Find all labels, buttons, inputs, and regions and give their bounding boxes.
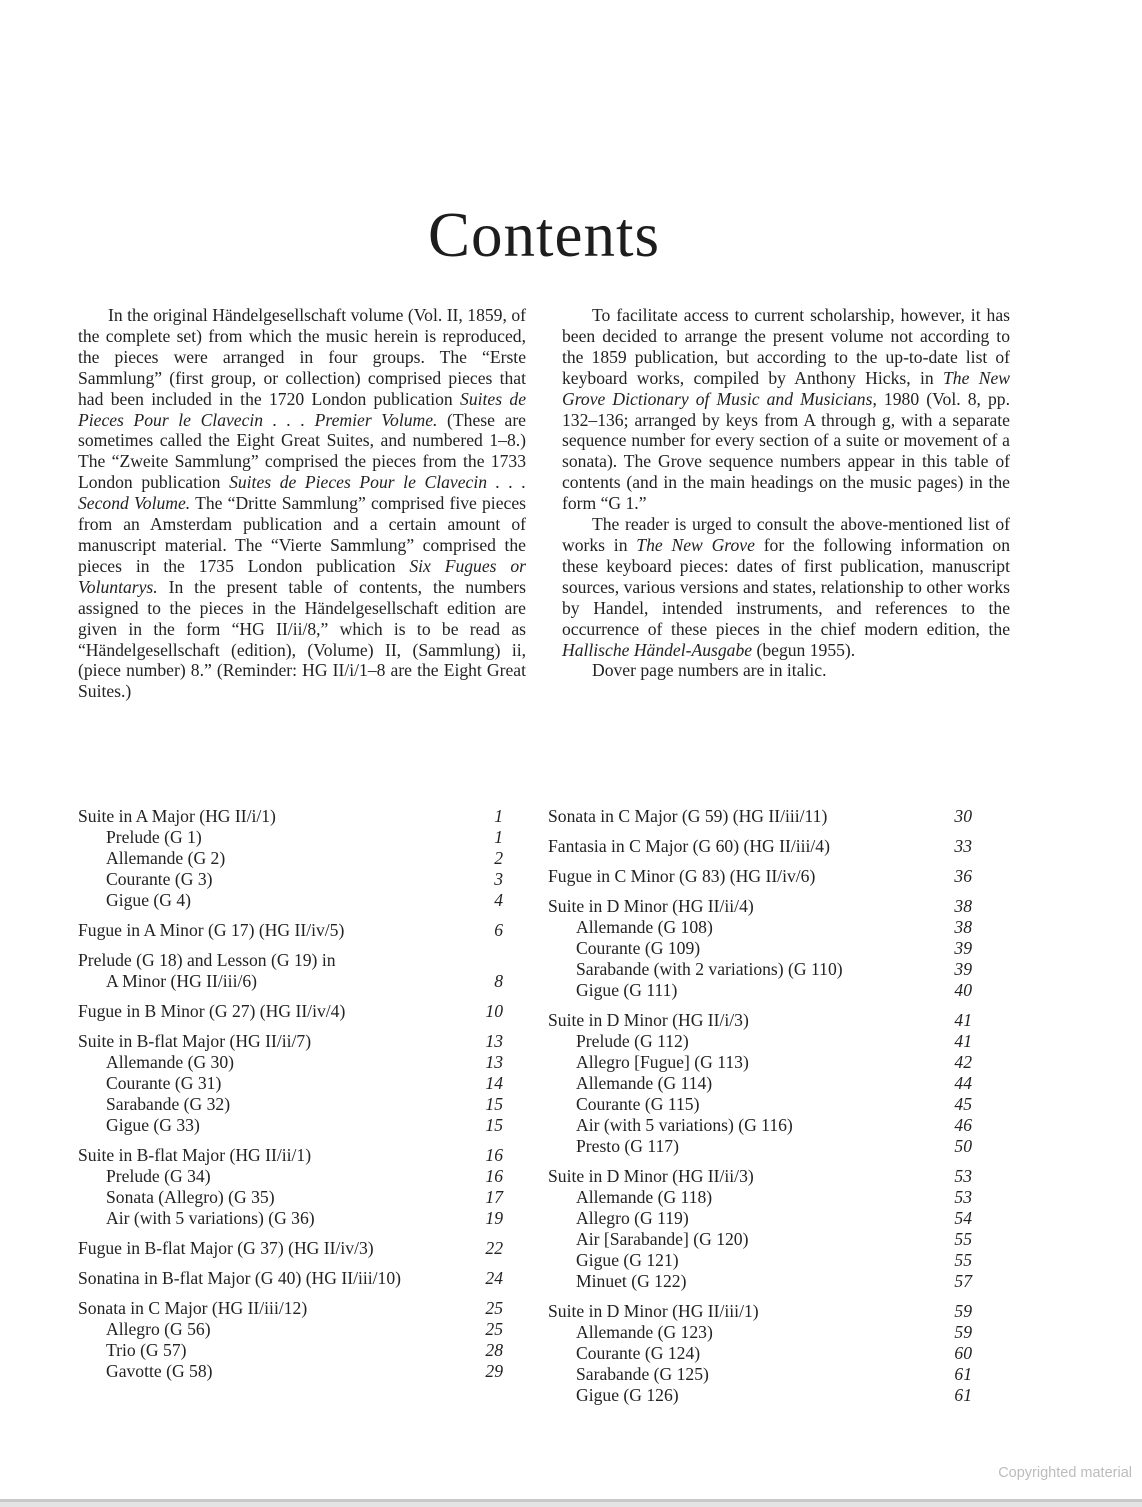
toc-page-number: 46 bbox=[954, 1115, 972, 1135]
toc-page-number: 57 bbox=[954, 1271, 972, 1291]
toc-page-number: 53 bbox=[954, 1166, 972, 1186]
toc-page-number: 61 bbox=[954, 1364, 972, 1384]
toc-entry-label: Sonata in C Major (HG II/iii/12) bbox=[78, 1298, 308, 1318]
toc-page-number: 55 bbox=[954, 1229, 972, 1249]
toc-block bbox=[548, 806, 972, 827]
toc-page-number: 42 bbox=[954, 1052, 972, 1072]
toc-page-number: 15 bbox=[485, 1094, 503, 1114]
toc-row bbox=[78, 1166, 503, 1187]
toc-row bbox=[548, 980, 972, 1001]
toc-entry-label: Fugue in A Minor (G 17) (HG II/iv/5) bbox=[78, 920, 345, 940]
toc-row bbox=[78, 1001, 503, 1022]
intro-column-left bbox=[78, 305, 526, 702]
toc-row bbox=[548, 1136, 972, 1157]
toc-entry-label: Allemande (G 2) bbox=[106, 848, 226, 868]
intro-paragraph bbox=[562, 660, 1010, 681]
toc-page-number: 16 bbox=[485, 1166, 503, 1186]
toc-row bbox=[78, 1115, 503, 1136]
toc-page-number: 16 bbox=[485, 1145, 503, 1165]
body-text: for the following information on these keyboard pieces: dates of first publication, manuscript sources, various versions and states, relationship to other works by Handel, intended instruments, and references to the occurrence of these pieces in the chief modern edition, the bbox=[562, 534, 1010, 639]
toc-row bbox=[78, 1361, 503, 1382]
toc-page-number: 41 bbox=[954, 1010, 972, 1030]
toc-row bbox=[548, 959, 972, 980]
toc-entry-label: Gigue (G 111) bbox=[576, 980, 678, 1000]
toc-page-number: 17 bbox=[485, 1187, 503, 1207]
toc-entry-label: Suite in A Major (HG II/i/1) bbox=[78, 806, 276, 826]
toc-entry-label: Courante (G 31) bbox=[106, 1073, 222, 1093]
toc-entry-label: Sonatina in B-flat Major (G 40) (HG II/iii/10) bbox=[78, 1268, 401, 1288]
body-text: In the original Händelgesellschaft volume (Vol. II, 1859, of the complete set) from which the music herein is reproduced, the pieces were arranged in four groups. The “Erste Sammlung” (first group, or collection) comprised pieces that had been included in the 1720 London publication bbox=[78, 305, 526, 409]
page-title: Contents bbox=[427, 200, 660, 270]
toc-row bbox=[548, 1271, 972, 1292]
toc-page-number: 3 bbox=[494, 869, 503, 889]
toc-row bbox=[78, 971, 503, 992]
toc-block bbox=[78, 1031, 503, 1136]
toc-entry-label: Prelude (G 1) bbox=[106, 827, 202, 847]
toc-entry-label: Allemande (G 30) bbox=[106, 1052, 235, 1072]
toc-block bbox=[78, 1001, 503, 1022]
body-text: Dover page numbers are in italic. bbox=[592, 660, 827, 681]
toc-entry-label: Prelude (G 34) bbox=[106, 1166, 211, 1186]
toc-row bbox=[78, 1298, 503, 1319]
toc-page-number: 59 bbox=[954, 1301, 972, 1321]
toc-page-number: 54 bbox=[954, 1208, 972, 1228]
toc-entry-label: Allemande (G 108) bbox=[576, 917, 713, 937]
toc-row bbox=[548, 1322, 972, 1343]
toc-entry-label: Gigue (G 33) bbox=[106, 1115, 200, 1135]
toc-entry-label: Fugue in C Minor (G 83) (HG II/iv/6) bbox=[548, 866, 816, 886]
toc-block bbox=[548, 1166, 972, 1292]
toc-row bbox=[548, 1052, 972, 1073]
toc-entry-label: Sarabande (G 32) bbox=[106, 1094, 231, 1114]
intro-paragraph bbox=[562, 305, 1010, 514]
toc-entry-label: Allemande (G 118) bbox=[576, 1187, 713, 1207]
toc-page-number: 25 bbox=[485, 1298, 503, 1318]
toc-entry-label: Presto (G 117) bbox=[576, 1136, 679, 1156]
toc-row bbox=[548, 836, 972, 857]
toc-entry-label: Fugue in B-flat Major (G 37) (HG II/iv/3) bbox=[78, 1238, 374, 1258]
toc-page-number: 60 bbox=[954, 1343, 972, 1363]
toc-entry-label: Fugue in B Minor (G 27) (HG II/iv/4) bbox=[78, 1001, 346, 1021]
page-bottom-edge bbox=[0, 1499, 1142, 1507]
toc-entry-label: Courante (G 3) bbox=[106, 869, 213, 889]
toc-page-number: 38 bbox=[954, 917, 972, 937]
toc-page-number: 38 bbox=[954, 896, 972, 916]
toc-row bbox=[78, 848, 503, 869]
toc-entry-label: Suite in B-flat Major (HG II/ii/7) bbox=[78, 1031, 312, 1051]
toc-row bbox=[78, 1268, 503, 1289]
toc-row bbox=[78, 869, 503, 890]
toc-entry-label: A Minor (HG II/iii/6) bbox=[106, 971, 257, 991]
toc-page-number: 39 bbox=[954, 938, 972, 958]
toc-page-number: 1 bbox=[494, 806, 503, 826]
italic-text: Suites de Pieces Pour le Clavecin . . . Second Volume. bbox=[78, 472, 526, 514]
body-text: (begun 1955). bbox=[752, 639, 856, 660]
toc-row bbox=[548, 1364, 972, 1385]
toc-block bbox=[78, 920, 503, 941]
toc-page-number: 59 bbox=[954, 1322, 972, 1342]
toc-page-number: 36 bbox=[954, 866, 972, 886]
toc-entry-label: Suite in D Minor (HG II/ii/4) bbox=[548, 896, 754, 916]
toc-entry-label: Courante (G 124) bbox=[576, 1343, 701, 1363]
toc-entry-label: Sarabande (with 2 variations) (G 110) bbox=[576, 959, 843, 979]
toc-row bbox=[78, 950, 503, 971]
toc-entry-label: Air (with 5 variations) (G 116) bbox=[576, 1115, 793, 1135]
toc-page-number: 4 bbox=[494, 890, 503, 910]
toc-row bbox=[548, 1229, 972, 1250]
italic-text: Hallische Händel-Ausgabe bbox=[562, 639, 753, 660]
toc-row bbox=[548, 1166, 972, 1187]
toc-entry-label: Allemande (G 123) bbox=[576, 1322, 713, 1342]
toc-page-number: 53 bbox=[954, 1187, 972, 1207]
toc-page-number: 22 bbox=[485, 1238, 503, 1258]
toc-block bbox=[548, 896, 972, 1001]
toc-row bbox=[548, 1301, 972, 1322]
contents-column-left bbox=[78, 806, 503, 1415]
toc-row bbox=[78, 1145, 503, 1166]
toc-row bbox=[548, 1010, 972, 1031]
toc-page-number: 13 bbox=[485, 1052, 503, 1072]
toc-entry-label: Minuet (G 122) bbox=[576, 1271, 687, 1291]
toc-entry-label: Air (with 5 variations) (G 36) bbox=[106, 1208, 315, 1228]
toc-row bbox=[548, 938, 972, 959]
toc-block bbox=[78, 1145, 503, 1229]
toc-block bbox=[78, 1268, 503, 1289]
body-text: In the present table of contents, the numbers assigned to the pieces in the Händelgesellschaft edition are given in the form “HG II/ii/8,” which is to be read as “Händelgesellschaft (edition), (Volume) II, (Sammlung) ii, (piece number) 8.” (Reminder: HG II/i/1–8 are the Eight Great Suites.) bbox=[78, 576, 526, 702]
toc-entry-label: Suite in D Minor (HG II/iii/1) bbox=[548, 1301, 759, 1321]
toc-page-number: 50 bbox=[954, 1136, 972, 1156]
copyright-watermark: Copyrighted material bbox=[998, 1465, 1132, 1481]
toc-page-number: 40 bbox=[954, 980, 972, 1000]
toc-row bbox=[78, 1340, 503, 1361]
intro-paragraph bbox=[78, 305, 526, 702]
toc-page-number: 6 bbox=[494, 920, 503, 940]
italic-text: Six Fugues or Voluntarys. bbox=[78, 555, 527, 597]
toc-page-number: 33 bbox=[954, 836, 972, 856]
toc-entry-label: Fantasia in C Major (G 60) (HG II/iii/4) bbox=[548, 836, 830, 856]
toc-block bbox=[78, 1298, 503, 1382]
toc-entry-label: Gigue (G 4) bbox=[106, 890, 192, 910]
toc-row bbox=[548, 1094, 972, 1115]
toc-entry-label: Allegro (G 56) bbox=[106, 1319, 211, 1339]
toc-page-number: 29 bbox=[485, 1361, 503, 1381]
toc-entry-label: Allegro (G 119) bbox=[576, 1208, 689, 1228]
toc-entry-label: Sonata in C Major (G 59) (HG II/iii/11) bbox=[548, 806, 828, 826]
toc-page-number: 39 bbox=[954, 959, 972, 979]
toc-entry-label: Suite in D Minor (HG II/ii/3) bbox=[548, 1166, 754, 1186]
toc-block bbox=[548, 1010, 972, 1157]
toc-page-number: 10 bbox=[485, 1001, 503, 1021]
toc-entry-label: Suite in B-flat Major (HG II/ii/1) bbox=[78, 1145, 312, 1165]
toc-row bbox=[78, 1208, 503, 1229]
toc-row bbox=[78, 1238, 503, 1259]
toc-row bbox=[548, 866, 972, 887]
toc-page-number: 8 bbox=[494, 971, 503, 991]
toc-row bbox=[78, 1031, 503, 1052]
toc-entry-label: Courante (G 115) bbox=[576, 1094, 700, 1114]
intro-paragraph bbox=[562, 514, 1010, 660]
body-text: , 1980 (Vol. 8, pp. 132–136; arranged by keys from A through g, with a separate sequence number for every section of a suite or movement of a sonata). The Grove sequence numbers appear in this table of contents (and in the main headings on the music pages) in the form “G 1.” bbox=[562, 388, 1010, 514]
toc-block bbox=[548, 836, 972, 857]
toc-entry-label: Sarabande (G 125) bbox=[576, 1364, 709, 1384]
toc-row bbox=[78, 1073, 503, 1094]
toc-page-number: 44 bbox=[954, 1073, 972, 1093]
toc-page-number: 45 bbox=[954, 1094, 972, 1114]
toc-page-number: 2 bbox=[494, 848, 503, 868]
toc-entry-label: Allegro [Fugue] (G 113) bbox=[576, 1052, 749, 1072]
toc-page-number: 41 bbox=[954, 1031, 972, 1051]
toc-row bbox=[78, 920, 503, 941]
toc-row bbox=[548, 1115, 972, 1136]
toc-row bbox=[78, 806, 503, 827]
toc-page-number: 13 bbox=[485, 1031, 503, 1051]
toc-row bbox=[548, 896, 972, 917]
toc-row bbox=[78, 1052, 503, 1073]
body-text: The reader is urged to consult the above-mentioned list of works in bbox=[562, 514, 1010, 555]
toc-page-number: 15 bbox=[485, 1115, 503, 1135]
contents-column-right bbox=[548, 806, 972, 1415]
intro-column-right bbox=[562, 305, 1010, 702]
body-text: (These are sometimes called the Eight Great Suites, and numbered 1–8.) The “Zweite Sammlung” comprised the pieces from the 1733 London publication bbox=[78, 409, 526, 493]
toc-row bbox=[548, 1187, 972, 1208]
toc-entry-label: Sonata (Allegro) (G 35) bbox=[106, 1187, 275, 1207]
toc-row bbox=[548, 1073, 972, 1094]
italic-text: The New Grove Dictionary of Music and Musicians bbox=[562, 367, 1010, 409]
toc-entry-label: Gigue (G 121) bbox=[576, 1250, 679, 1270]
toc-entry-label: Suite in D Minor (HG II/i/3) bbox=[548, 1010, 749, 1030]
toc-row bbox=[548, 806, 972, 827]
italic-text: The New Grove bbox=[636, 534, 755, 555]
toc-row bbox=[548, 1208, 972, 1229]
contents-list bbox=[78, 806, 972, 1415]
toc-block bbox=[78, 1238, 503, 1259]
body-text: To facilitate access to current scholarship, however, it has been decided to arrange the present volume not according to the 1859 publication, but according to the up-to-date list of keyboard works, compiled by Anthony Hicks, in bbox=[562, 305, 1010, 388]
toc-row bbox=[78, 1187, 503, 1208]
italic-text: Suites de Pieces Pour le Clavecin . . . Premier Volume. bbox=[78, 388, 527, 430]
intro-section bbox=[78, 305, 1010, 702]
toc-row bbox=[548, 1385, 972, 1406]
toc-page-number: 19 bbox=[485, 1208, 503, 1228]
toc-block bbox=[78, 806, 503, 911]
toc-page-number bbox=[495, 950, 503, 971]
toc-page-number: 55 bbox=[954, 1250, 972, 1270]
toc-row bbox=[78, 890, 503, 911]
toc-row bbox=[548, 1031, 972, 1052]
toc-entry-label: Air [Sarabande] (G 120) bbox=[576, 1229, 749, 1249]
toc-entry-label: Courante (G 109) bbox=[576, 938, 701, 958]
toc-page-number: 61 bbox=[954, 1385, 972, 1405]
toc-page-number: 1 bbox=[494, 827, 503, 847]
toc-entry-label: Prelude (G 18) and Lesson (G 19) in bbox=[78, 950, 336, 970]
toc-entry-label: Trio (G 57) bbox=[106, 1340, 187, 1360]
toc-page-number: 24 bbox=[485, 1268, 503, 1288]
toc-entry-label: Gavotte (G 58) bbox=[106, 1361, 213, 1381]
toc-block bbox=[548, 1301, 972, 1406]
toc-page-number: 25 bbox=[485, 1319, 503, 1339]
toc-entry-label: Allemande (G 114) bbox=[576, 1073, 713, 1093]
toc-row bbox=[548, 917, 972, 938]
toc-entry-label: Gigue (G 126) bbox=[576, 1385, 679, 1405]
toc-row bbox=[78, 1094, 503, 1115]
toc-block bbox=[548, 866, 972, 887]
toc-row bbox=[78, 1319, 503, 1340]
toc-row bbox=[78, 827, 503, 848]
toc-block bbox=[78, 950, 503, 992]
toc-row bbox=[548, 1250, 972, 1271]
toc-row bbox=[548, 1343, 972, 1364]
toc-page-number: 14 bbox=[485, 1073, 503, 1093]
body-text: The “Dritte Sammlung” comprised five pieces from an Amsterdam publication and a certain amount of manuscript material. The “Vierte Sammlung” comprised the pieces in the 1735 London publication bbox=[78, 493, 526, 576]
toc-page-number: 28 bbox=[485, 1340, 503, 1360]
toc-entry-label: Prelude (G 112) bbox=[576, 1031, 689, 1051]
toc-page-number: 30 bbox=[954, 806, 972, 826]
